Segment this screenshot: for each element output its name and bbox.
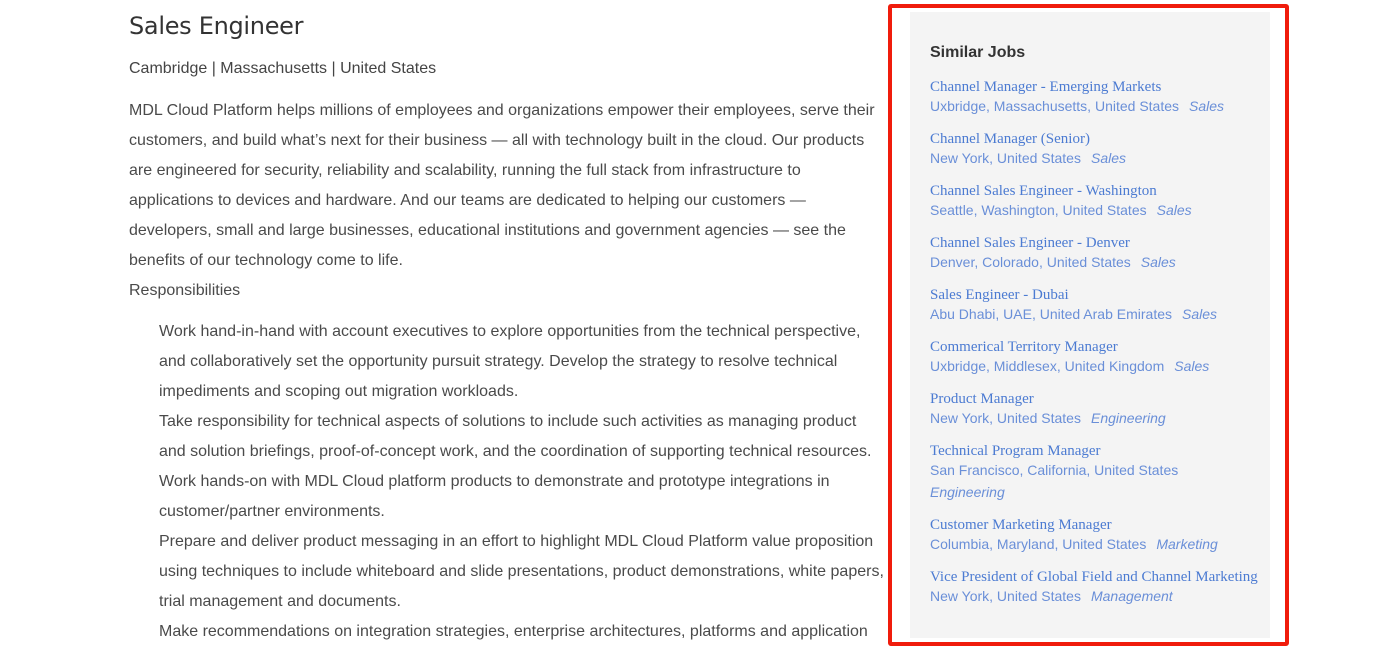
list-item [930, 234, 1265, 272]
page-title: Sales Engineer [129, 12, 304, 40]
responsibility-item: Work hands-on with MDL Cloud platform products to demonstrate and prototype integrations in customer/partner environments. [159, 473, 830, 520]
similar-job-link[interactable]: Channel Sales Engineer - Washington [930, 183, 1157, 199]
responsibilities-heading: Responsibilities [129, 282, 241, 299]
similar-jobs-list [930, 78, 1265, 620]
job-location: Cambridge | Massachusetts | United States [129, 60, 437, 77]
job-location: New York, United States [930, 150, 1081, 166]
responsibility-item: Work hand-in-hand with account executives to explore opportunities from the technical perspective, and collaboratively set the opportunity pursuit strategy. Develop the strategy to resolve technical impediments and scoping out migration workloads. [159, 323, 861, 400]
similar-job-link[interactable]: Channel Manager - Emerging Markets [930, 79, 1162, 95]
list-item [930, 130, 1265, 168]
responsibility-item: Prepare and deliver product messaging in an effort to highlight MDL Cloud Platform value proposition using techniques to include whiteboard and slide presentations, product demonstrations, white papers, trial management and documents. [159, 533, 884, 610]
job-category: Engineering [930, 484, 1005, 500]
job-category: Engineering [1090, 410, 1166, 426]
job-location: New York, United States [930, 410, 1081, 426]
job-description: MDL Cloud Platform helps millions of employees and organizations empower their employees, serve their customers, and build what’s next for their business — all with technology built in the cloud. Our products are engineered for security, reliability and scalability, running the full stack from infrastructure to applications to devices and hardware. And our teams are dedicated to helping our customers — developers, small and large businesses, educational institutions and government agencies — see the benefits of our technology come to life. [129, 102, 875, 269]
job-location: Seattle, Washington, United States [930, 202, 1147, 218]
job-location: Uxbridge, Massachusetts, United States [930, 98, 1180, 114]
similar-job-link[interactable]: Channel Manager (Senior) [930, 131, 1090, 147]
job-category: Sales [1174, 358, 1210, 374]
job-category: Sales [1140, 254, 1176, 270]
job-category: Marketing [1156, 536, 1218, 552]
list-item [930, 286, 1265, 324]
list-item [930, 516, 1265, 554]
list-item [930, 442, 1265, 502]
responsibility-item: Take responsibility for technical aspects of solutions to include such activities as managing product and solution briefings, proof-of-concept work, and the coordination of supporting technical resources. [159, 413, 872, 460]
similar-job-link[interactable]: Technical Program Manager [930, 443, 1101, 459]
list-item [930, 568, 1265, 606]
job-category: Sales [1156, 202, 1192, 218]
job-location: New York, United States [930, 588, 1081, 604]
list-item [930, 390, 1265, 428]
similar-job-link[interactable]: Vice President of Global Field and Channel Marketing [930, 569, 1258, 585]
job-category: Sales [1189, 98, 1225, 114]
responsibility-item: Make recommendations on integration strategies, enterprise architectures, platforms and application [159, 623, 868, 640]
job-location: Columbia, Maryland, United States [930, 536, 1147, 552]
job-category: Sales [1090, 150, 1127, 166]
responsibilities-list [159, 317, 884, 647]
similar-jobs-panel [910, 12, 1270, 638]
job-category: Management [1090, 588, 1173, 604]
job-location: Abu Dhabi, UAE, United Arab Emirates [930, 306, 1173, 322]
list-item [930, 338, 1265, 376]
job-location: Denver, Colorado, United States [930, 254, 1131, 270]
similar-job-link[interactable]: Sales Engineer - Dubai [930, 287, 1069, 303]
similar-job-link[interactable]: Commerical Territory Manager [930, 339, 1118, 355]
similar-jobs-highlight-frame [888, 4, 1289, 646]
job-location: San Francisco, California, United States [930, 462, 1179, 478]
job-location: Uxbridge, Middlesex, United Kingdom [930, 358, 1165, 374]
list-item [930, 182, 1265, 220]
similar-job-link[interactable]: Channel Sales Engineer - Denver [930, 235, 1130, 251]
similar-jobs-heading: Similar Jobs [930, 44, 1026, 61]
list-item [930, 78, 1265, 116]
similar-job-link[interactable]: Product Manager [930, 391, 1034, 407]
similar-job-link[interactable]: Customer Marketing Manager [930, 517, 1112, 533]
job-category: Sales [1182, 306, 1218, 322]
